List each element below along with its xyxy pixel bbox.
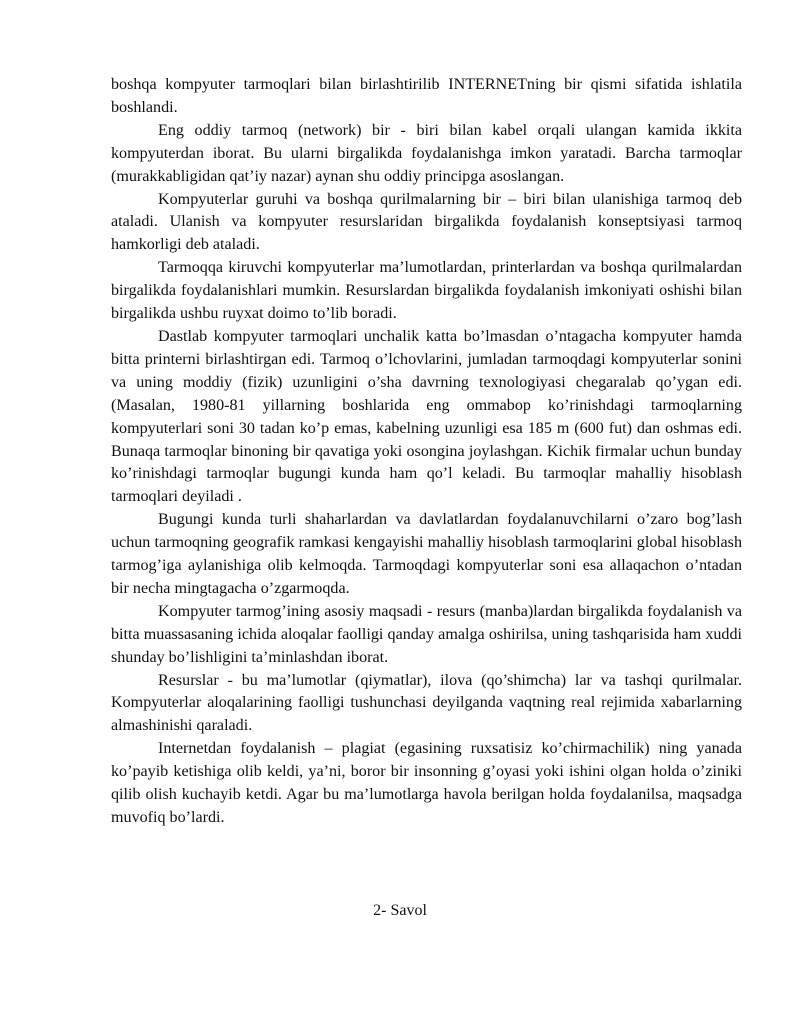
paragraph-4: Tarmoqqa kiruvchi kompyuterlar ma’lumotlardan, printerlardan va boshqa qurilmalardan birgalikda foydalanishlari mumkin. Resurslardan birgalikda foydalanish imkoniyati oshishi bilan birgalikda ushbu ruyxat doimo to’lib boradi. bbox=[111, 259, 742, 323]
paragraph-5: Dastlab kompyuter tarmoqlari unchalik katta bo’lmasdan o’ntagacha kompyuter hamda bitta printerni birlashtirgan edi. Tarmoq o’lchovlarini, jumladan tarmoqdagi kompyuterlar sonini va uning moddiy (fizik) uzunligini o’sha davrning texnologiyasi chegaralab qo’ygan edi. (Masalan, 1980-81 yillarning boshlarida eng ommabop ko’rinishdagi tarmoqlarning kompyuterlari soni 30 tadan ko’p emas, kabelning uzunligi esa 185 m (600 fut) dan oshmas edi. Bunaqa tarmoqlar binoning bir qavatiga yoki osongina joylashgan. Kichik firmalar uchun bunday ko’rinishdagi tarmoqlar bugungi kunda ham qo’l keladi. Bu tarmoqlar mahalliy hisoblash tarmoqlari deyiladi . bbox=[111, 327, 742, 506]
paragraph-2: Eng oddiy tarmoq (network) bir - biri bilan kabel orqali ulangan kamida ikkita kompyuterdan iborat. Bu ularni birgalikda foydalanishga imkon yaratadi. Barcha tarmoqlar (murakkabligidan qat’iy nazar) aynan shu oddiy principga asoslangan. bbox=[111, 121, 742, 185]
document-body bbox=[111, 74, 742, 830]
paragraph-8: Resurslar - bu ma’lumotlar (qiymatlar), ilova (qo’shimcha) lar va tashqi qurilmalar. Kompyuterlar aloqalarining faolligi tushunchasi deyilganda vaqtning real rejimida xabarlarning almashinishi qaraladi. bbox=[111, 671, 742, 735]
paragraph-1: boshqa kompyuter tarmoqlari bilan birlashtirilib INTERNETning bir qismi sifatida ishlatila boshlandi. bbox=[111, 76, 742, 116]
paragraph-3: Kompyuterlar guruhi va boshqa qurilmalarning bir – biri bilan ulanishiga tarmoq deb ataladi. Ulanish va kompyuter resurslaridan birgalikda foydalanish konseptsiyasi tarmoq hamkorligi deb ataladi. bbox=[111, 190, 742, 254]
paragraph-9: Internetdan foydalanish – plagiat (egasining ruxsatisiz ko’chirmachilik) ning yanada ko’payib ketishiga olib keldi, ya’ni, boror bir insonning g’oyasi yoki ishini olgan holda o’ziniki qilib olish kuchayib ketdi. Agar bu ma’lumotlarga havola berilgan holda foydalanilsa, maqsadga muvofiq bo’lardi. bbox=[111, 740, 742, 826]
section-heading: 2- Savol bbox=[373, 902, 427, 919]
paragraph-7: Kompyuter tarmog’ining asosiy maqsadi - resurs (manba)lardan birgalikda foydalanish va bitta muassasaning ichida aloqalar faolligi qanday amalga oshirilsa, uning tashqarisida ham xuddi shunday bo’lishligini ta’minlashdan iborat. bbox=[111, 602, 742, 666]
paragraph-6: Bugungi kunda turli shaharlardan va davlatlardan foydalanuvchilarni o’zaro bog’lash uchun tarmoqning geografik ramkasi kengayishi mahalliy hisoblash tarmoqlarini global hisoblash tarmog’iga aylanishiga olib kelmoqda. Tarmoqdagi kompyuterlar soni esa allaqachon o’ntadan bir necha mingtagacha o’zgarmoqda. bbox=[111, 511, 742, 597]
